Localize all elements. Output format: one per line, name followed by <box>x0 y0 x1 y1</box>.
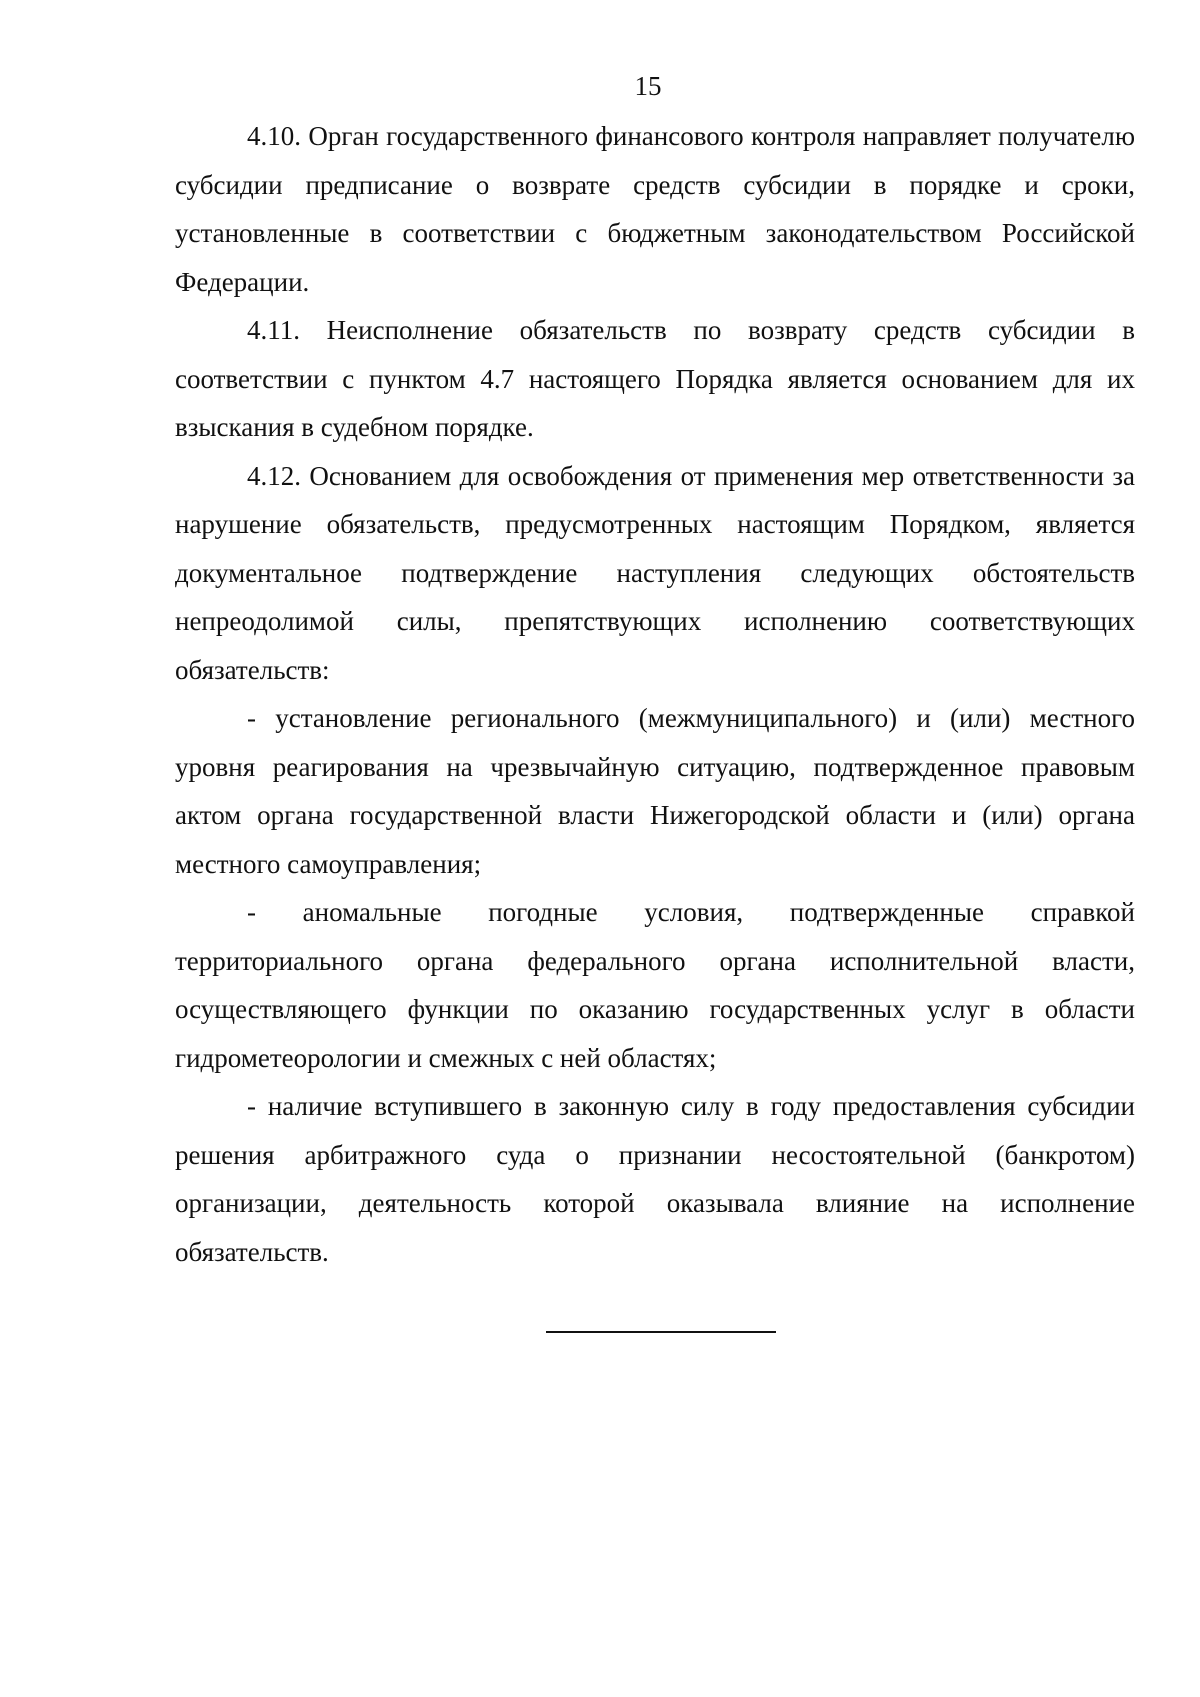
list-item-regional-emergency: - установление регионального (межмуниципального) и (или) местного уровня реагирования на чрезвычайную ситуацию, подтвержденное правовым актом органа государственной власти Нижегородской области и (или) органа местного самоуправления; <box>175 703 1135 879</box>
list-item-abnormal-weather: - аномальные погодные условия, подтвержденные справкой территориального органа федерального органа исполнительной власти, осуществляющего функции по оказанию государственных услуг в области гидрометеорологии и смежных с ней областях; <box>175 897 1135 1073</box>
list-item-bankruptcy-decision: - наличие вступившего в законную силу в году предоставления субсидии решения арбитражного суда о признании несостоятельной (банкротом) организации, деятельность которой оказывала влияние на исполнение обязательств. <box>175 1091 1135 1267</box>
closing-divider-line <box>546 1331 776 1333</box>
page-number: 15 <box>634 71 662 101</box>
paragraph-4-10: 4.10. Орган государственного финансового контроля направляет получателю субсидии предписание о возврате средств субсидии в порядке и сроки, установленные в соответствии с бюджетным законодательством Российской Федерации. <box>175 121 1135 297</box>
paragraph-4-11: 4.11. Неисполнение обязательств по возврату средств субсидии в соответствии с пунктом 4.7 настоящего Порядка является основанием для их взыскания в судебном порядке. <box>175 315 1135 442</box>
paragraph-4-12: 4.12. Основанием для освобождения от применения мер ответственности за нарушение обязательств, предусмотренных настоящим Порядком, является документальное подтверждение наступления следующих обстоятельств непреодолимой силы, препятствующих исполнению соответствующих обязательств: <box>175 460 1135 685</box>
document-body <box>175 112 1135 1276</box>
